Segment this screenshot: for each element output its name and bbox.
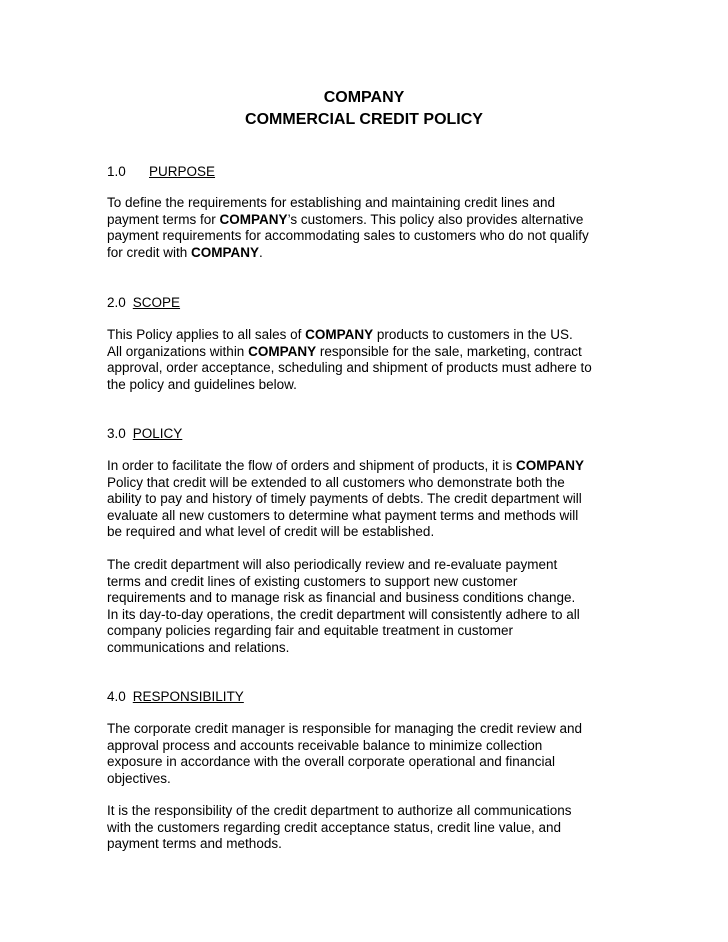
section-title: POLICY <box>132 426 183 441</box>
company-name: COMPANY <box>515 458 584 473</box>
section-number: 4.0 <box>107 689 126 704</box>
text-line: ability to pay and history of timely payments of debts. The credit department will <box>107 491 582 506</box>
company-name: COMPANY <box>305 327 374 342</box>
text-line: approval process and accounts receivable balance to minimize collection <box>107 737 543 753</box>
text-line: company policies regarding fair and equitable treatment in customer <box>107 623 513 638</box>
section-heading-purpose <box>107 163 215 180</box>
text-line: This Policy applies to all sales of COMPANY products to customers in the US. <box>107 327 573 342</box>
text-line: In its day-to-day operations, the credit department will consistently adhere to all <box>107 606 580 622</box>
text-line: It is the responsibility of the credit department to authorize all communications <box>107 803 572 818</box>
section-number: 3.0 <box>107 426 126 441</box>
text-line: evaluate all new customers to determine what payment terms and methods will <box>107 507 579 523</box>
text-line: In order to facilitate the flow of orders and shipment of products, it is COMPANY <box>107 458 584 473</box>
section-title: PURPOSE <box>149 164 216 179</box>
company-name: COMPANY <box>248 343 317 359</box>
section-number: 2.0 <box>107 295 126 310</box>
text-line: The corporate credit manager is responsible for managing the credit review and <box>107 721 582 736</box>
text-line: objectives. <box>107 770 171 786</box>
paragraph <box>107 327 627 393</box>
document-title-company: COMPANY <box>323 89 405 106</box>
section-title: RESPONSIBILITY <box>132 689 244 704</box>
text-line: Policy that credit will be extended to all customers who demonstrate both the <box>107 474 565 490</box>
paragraph <box>107 721 627 787</box>
section-heading-scope <box>107 294 180 311</box>
section-number: 1.0 <box>107 164 126 179</box>
text-line: the policy and guidelines below. <box>107 376 297 392</box>
paragraph <box>107 458 627 541</box>
text-line: All organizations within COMPANY responsible for the sale, marketing, contract <box>107 343 582 359</box>
company-name: COMPANY <box>191 244 260 260</box>
company-name: COMPANY <box>219 211 288 227</box>
text-line: communications and relations. <box>107 639 290 655</box>
text-line: be required and what level of credit will be established. <box>107 524 435 539</box>
text-line: payment terms and methods. <box>107 836 282 851</box>
paragraph <box>107 803 627 853</box>
text-line: To define the requirements for establishing and maintaining credit lines and <box>107 195 556 210</box>
text-line: terms and credit lines of existing customers to support new customer <box>107 573 518 589</box>
text-line: payment terms for COMPANY’s customers. This policy also provides alternative <box>107 211 584 227</box>
paragraph <box>107 195 627 261</box>
text-line: requirements and to manage risk as financial and business conditions change. <box>107 590 576 605</box>
text-line: The credit department will also periodically review and re-evaluate payment <box>107 557 558 572</box>
section-heading-responsibility <box>107 688 244 705</box>
text-line: for credit with COMPANY. <box>107 244 263 260</box>
section-heading-policy <box>107 425 182 442</box>
section-title: SCOPE <box>132 295 181 310</box>
text-line: with the customers regarding credit acceptance status, credit line value, and <box>107 819 561 835</box>
text-line: payment requirements for accommodating sales to customers who do not qualify <box>107 228 589 243</box>
text-line: exposure in accordance with the overall corporate operational and financial <box>107 754 556 769</box>
paragraph <box>107 557 627 656</box>
text-line: approval, order acceptance, scheduling and shipment of products must adhere to <box>107 360 592 375</box>
document-title-policy: COMMERCIAL CREDIT POLICY <box>245 111 483 128</box>
